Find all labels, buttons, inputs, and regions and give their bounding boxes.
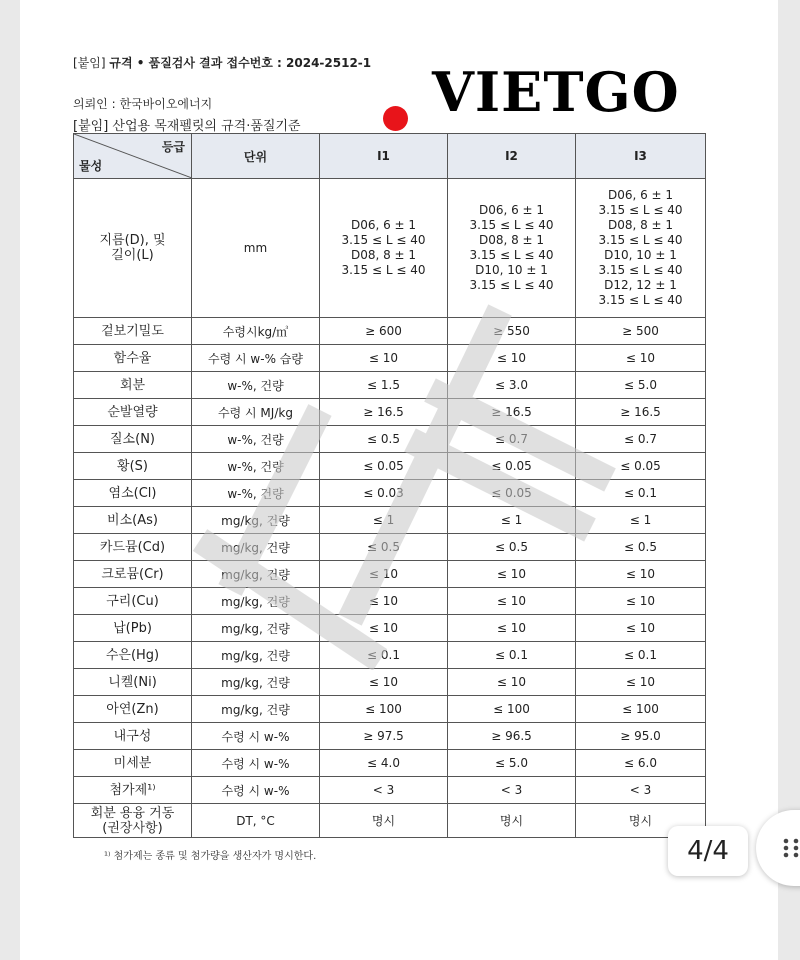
property-name: 내구성: [74, 723, 192, 750]
property-name: 순발열량: [74, 399, 192, 426]
i2-value: ≤ 1: [448, 507, 576, 534]
i1-value: ≥ 16.5: [320, 399, 448, 426]
i2-value: ≤ 0.05: [448, 453, 576, 480]
i3-value: 명시: [576, 804, 706, 838]
table-row-diameter: [74, 179, 706, 318]
spec-table: [73, 133, 706, 838]
i2-value: ≤ 3.0: [448, 372, 576, 399]
unit-cell: w-%, 건량: [192, 480, 320, 507]
table-row: [74, 696, 706, 723]
corner-grade-label: 등급: [161, 140, 185, 154]
table-row: [74, 453, 706, 480]
table-row: [74, 723, 706, 750]
property-name: 아연(Zn): [74, 696, 192, 723]
property-name: 염소(Cl): [74, 480, 192, 507]
i2-value: ≤ 10: [448, 345, 576, 372]
property-name: 구리(Cu): [74, 588, 192, 615]
i1-value: ≤ 0.03: [320, 480, 448, 507]
i2-value: ≤ 0.5: [448, 534, 576, 561]
i3-value: ≤ 0.7: [576, 426, 706, 453]
i1-value: ≤ 10: [320, 615, 448, 642]
i1-value: ≤ 100: [320, 696, 448, 723]
document-title: 규격 • 품질검사 결과 접수번호 : 2024-2512-1: [109, 56, 372, 70]
table-row: [74, 480, 706, 507]
i3-value: ≤ 10: [576, 561, 706, 588]
document-title-line: [73, 54, 371, 71]
unit-cell: 수령 시 w-%: [192, 777, 320, 804]
i1-value: D06, 6 ± 1 3.15 ≤ L ≤ 40 D08, 8 ± 1 3.15 ≤ L ≤ 40: [320, 179, 448, 318]
i1-value: < 3: [320, 777, 448, 804]
unit-cell: mm: [192, 179, 320, 318]
unit-cell: 수령시kg/㎥: [192, 318, 320, 345]
i1-value: ≥ 97.5: [320, 723, 448, 750]
corner-property-label: 물성: [79, 159, 103, 173]
i1-value: ≤ 10: [320, 669, 448, 696]
table-row: [74, 804, 706, 838]
i2-value: ≤ 0.05: [448, 480, 576, 507]
i3-value: ≤ 0.1: [576, 642, 706, 669]
i2-value: ≥ 96.5: [448, 723, 576, 750]
attach-tag: [붙임]: [73, 56, 106, 70]
footnote: ¹⁾ 첨가제는 종류 및 첨가량을 생산자가 명시한다.: [104, 851, 317, 862]
i2-value: ≥ 550: [448, 318, 576, 345]
i2-value: ≤ 10: [448, 588, 576, 615]
unit-cell: 수령 시 MJ/kg: [192, 399, 320, 426]
table-row: [74, 588, 706, 615]
unit-cell: mg/kg, 건량: [192, 615, 320, 642]
unit-cell: w-%, 건량: [192, 453, 320, 480]
property-name: 겉보기밀도: [74, 318, 192, 345]
table-row: [74, 399, 706, 426]
unit-cell: DT, °C: [192, 804, 320, 838]
header-unit: 단위: [192, 134, 320, 179]
i3-value: ≤ 0.5: [576, 534, 706, 561]
i1-value: ≤ 0.1: [320, 642, 448, 669]
i3-value: ≤ 5.0: [576, 372, 706, 399]
i3-value: ≤ 10: [576, 615, 706, 642]
header-i2: I2: [448, 134, 576, 179]
unit-cell: mg/kg, 건량: [192, 507, 320, 534]
i3-value: ≤ 10: [576, 588, 706, 615]
header-i3: I3: [576, 134, 706, 179]
i1-value: 명시: [320, 804, 448, 838]
unit-cell: w-%, 건량: [192, 372, 320, 399]
unit-cell: mg/kg, 건량: [192, 696, 320, 723]
table-row: [74, 507, 706, 534]
unit-cell: mg/kg, 건량: [192, 534, 320, 561]
i2-value: 명시: [448, 804, 576, 838]
property-name: 첨가제¹⁾: [74, 777, 192, 804]
i1-value: ≤ 10: [320, 345, 448, 372]
i1-value: ≤ 0.5: [320, 426, 448, 453]
i1-value: ≤ 1.5: [320, 372, 448, 399]
red-mark-dot: [383, 106, 408, 131]
table-row: [74, 372, 706, 399]
unit-cell: 수령 시 w-% 습량: [192, 345, 320, 372]
table-row: [74, 561, 706, 588]
i3-value: ≤ 6.0: [576, 750, 706, 777]
spec-subtitle: [붙임] 산업용 목재펠릿의 규격·품질기준: [73, 119, 301, 134]
i3-value: ≤ 10: [576, 345, 706, 372]
i1-value: ≤ 10: [320, 561, 448, 588]
unit-cell: w-%, 건량: [192, 426, 320, 453]
table-header-row: [74, 134, 706, 179]
property-name: 질소(N): [74, 426, 192, 453]
property-name: 납(Pb): [74, 615, 192, 642]
property-name: 미세분: [74, 750, 192, 777]
table-row: [74, 777, 706, 804]
i2-value: ≤ 5.0: [448, 750, 576, 777]
property-name: 함수율: [74, 345, 192, 372]
vietgo-logo: VIETGO: [432, 60, 680, 124]
table-row: [74, 426, 706, 453]
property-name: 크로뮴(Cr): [74, 561, 192, 588]
i3-value: ≤ 0.1: [576, 480, 706, 507]
i2-value: D06, 6 ± 1 3.15 ≤ L ≤ 40 D08, 8 ± 1 3.15 ≤ L ≤ 40 D10, 10 ± 1 3.15 ≤ L ≤ 40: [448, 179, 576, 318]
table-row: [74, 615, 706, 642]
table-row: [74, 345, 706, 372]
i3-value: ≥ 16.5: [576, 399, 706, 426]
table-row: [74, 318, 706, 345]
more-dots-icon: [782, 838, 800, 858]
property-name: 수은(Hg): [74, 642, 192, 669]
property-name: 비소(As): [74, 507, 192, 534]
i2-value: ≤ 10: [448, 561, 576, 588]
property-name: 회분: [74, 372, 192, 399]
i3-value: D06, 6 ± 1 3.15 ≤ L ≤ 40 D08, 8 ± 1 3.15 ≤ L ≤ 40 D10, 10 ± 1 3.15 ≤ L ≤ 40 D12, 12 ± 1 3.15 ≤ L ≤ 40: [576, 179, 706, 318]
i1-value: ≥ 600: [320, 318, 448, 345]
table-row: [74, 750, 706, 777]
table-row: [74, 669, 706, 696]
property-name: 회분 용융 거동 (권장사항): [74, 804, 192, 838]
i2-value: ≤ 10: [448, 615, 576, 642]
i2-value: ≤ 100: [448, 696, 576, 723]
i2-value: ≥ 16.5: [448, 399, 576, 426]
i3-value: ≤ 100: [576, 696, 706, 723]
unit-cell: mg/kg, 건량: [192, 588, 320, 615]
header-i1: I1: [320, 134, 448, 179]
page-indicator: 4/4: [668, 826, 748, 876]
i1-value: ≤ 10: [320, 588, 448, 615]
i3-value: ≥ 500: [576, 318, 706, 345]
grade-property-corner: [74, 134, 192, 179]
i2-value: < 3: [448, 777, 576, 804]
table-row: [74, 642, 706, 669]
i3-value: ≤ 10: [576, 669, 706, 696]
i3-value: ≤ 1: [576, 507, 706, 534]
requester-line: 의뢰인 : 한국바이오에너지: [73, 97, 213, 111]
i1-value: ≤ 1: [320, 507, 448, 534]
unit-cell: 수령 시 w-%: [192, 723, 320, 750]
unit-cell: mg/kg, 건량: [192, 669, 320, 696]
unit-cell: 수령 시 w-%: [192, 750, 320, 777]
property-name: 황(S): [74, 453, 192, 480]
table-row: [74, 534, 706, 561]
i3-value: ≥ 95.0: [576, 723, 706, 750]
i1-value: ≤ 0.05: [320, 453, 448, 480]
unit-cell: mg/kg, 건량: [192, 561, 320, 588]
i2-value: ≤ 0.1: [448, 642, 576, 669]
property-name: 지름(D), 및 길이(L): [74, 179, 192, 318]
i3-value: ≤ 0.05: [576, 453, 706, 480]
i2-value: ≤ 0.7: [448, 426, 576, 453]
i1-value: ≤ 4.0: [320, 750, 448, 777]
unit-cell: mg/kg, 건량: [192, 642, 320, 669]
i3-value: < 3: [576, 777, 706, 804]
i1-value: ≤ 0.5: [320, 534, 448, 561]
property-name: 니켈(Ni): [74, 669, 192, 696]
property-name: 카드뮴(Cd): [74, 534, 192, 561]
i2-value: ≤ 10: [448, 669, 576, 696]
